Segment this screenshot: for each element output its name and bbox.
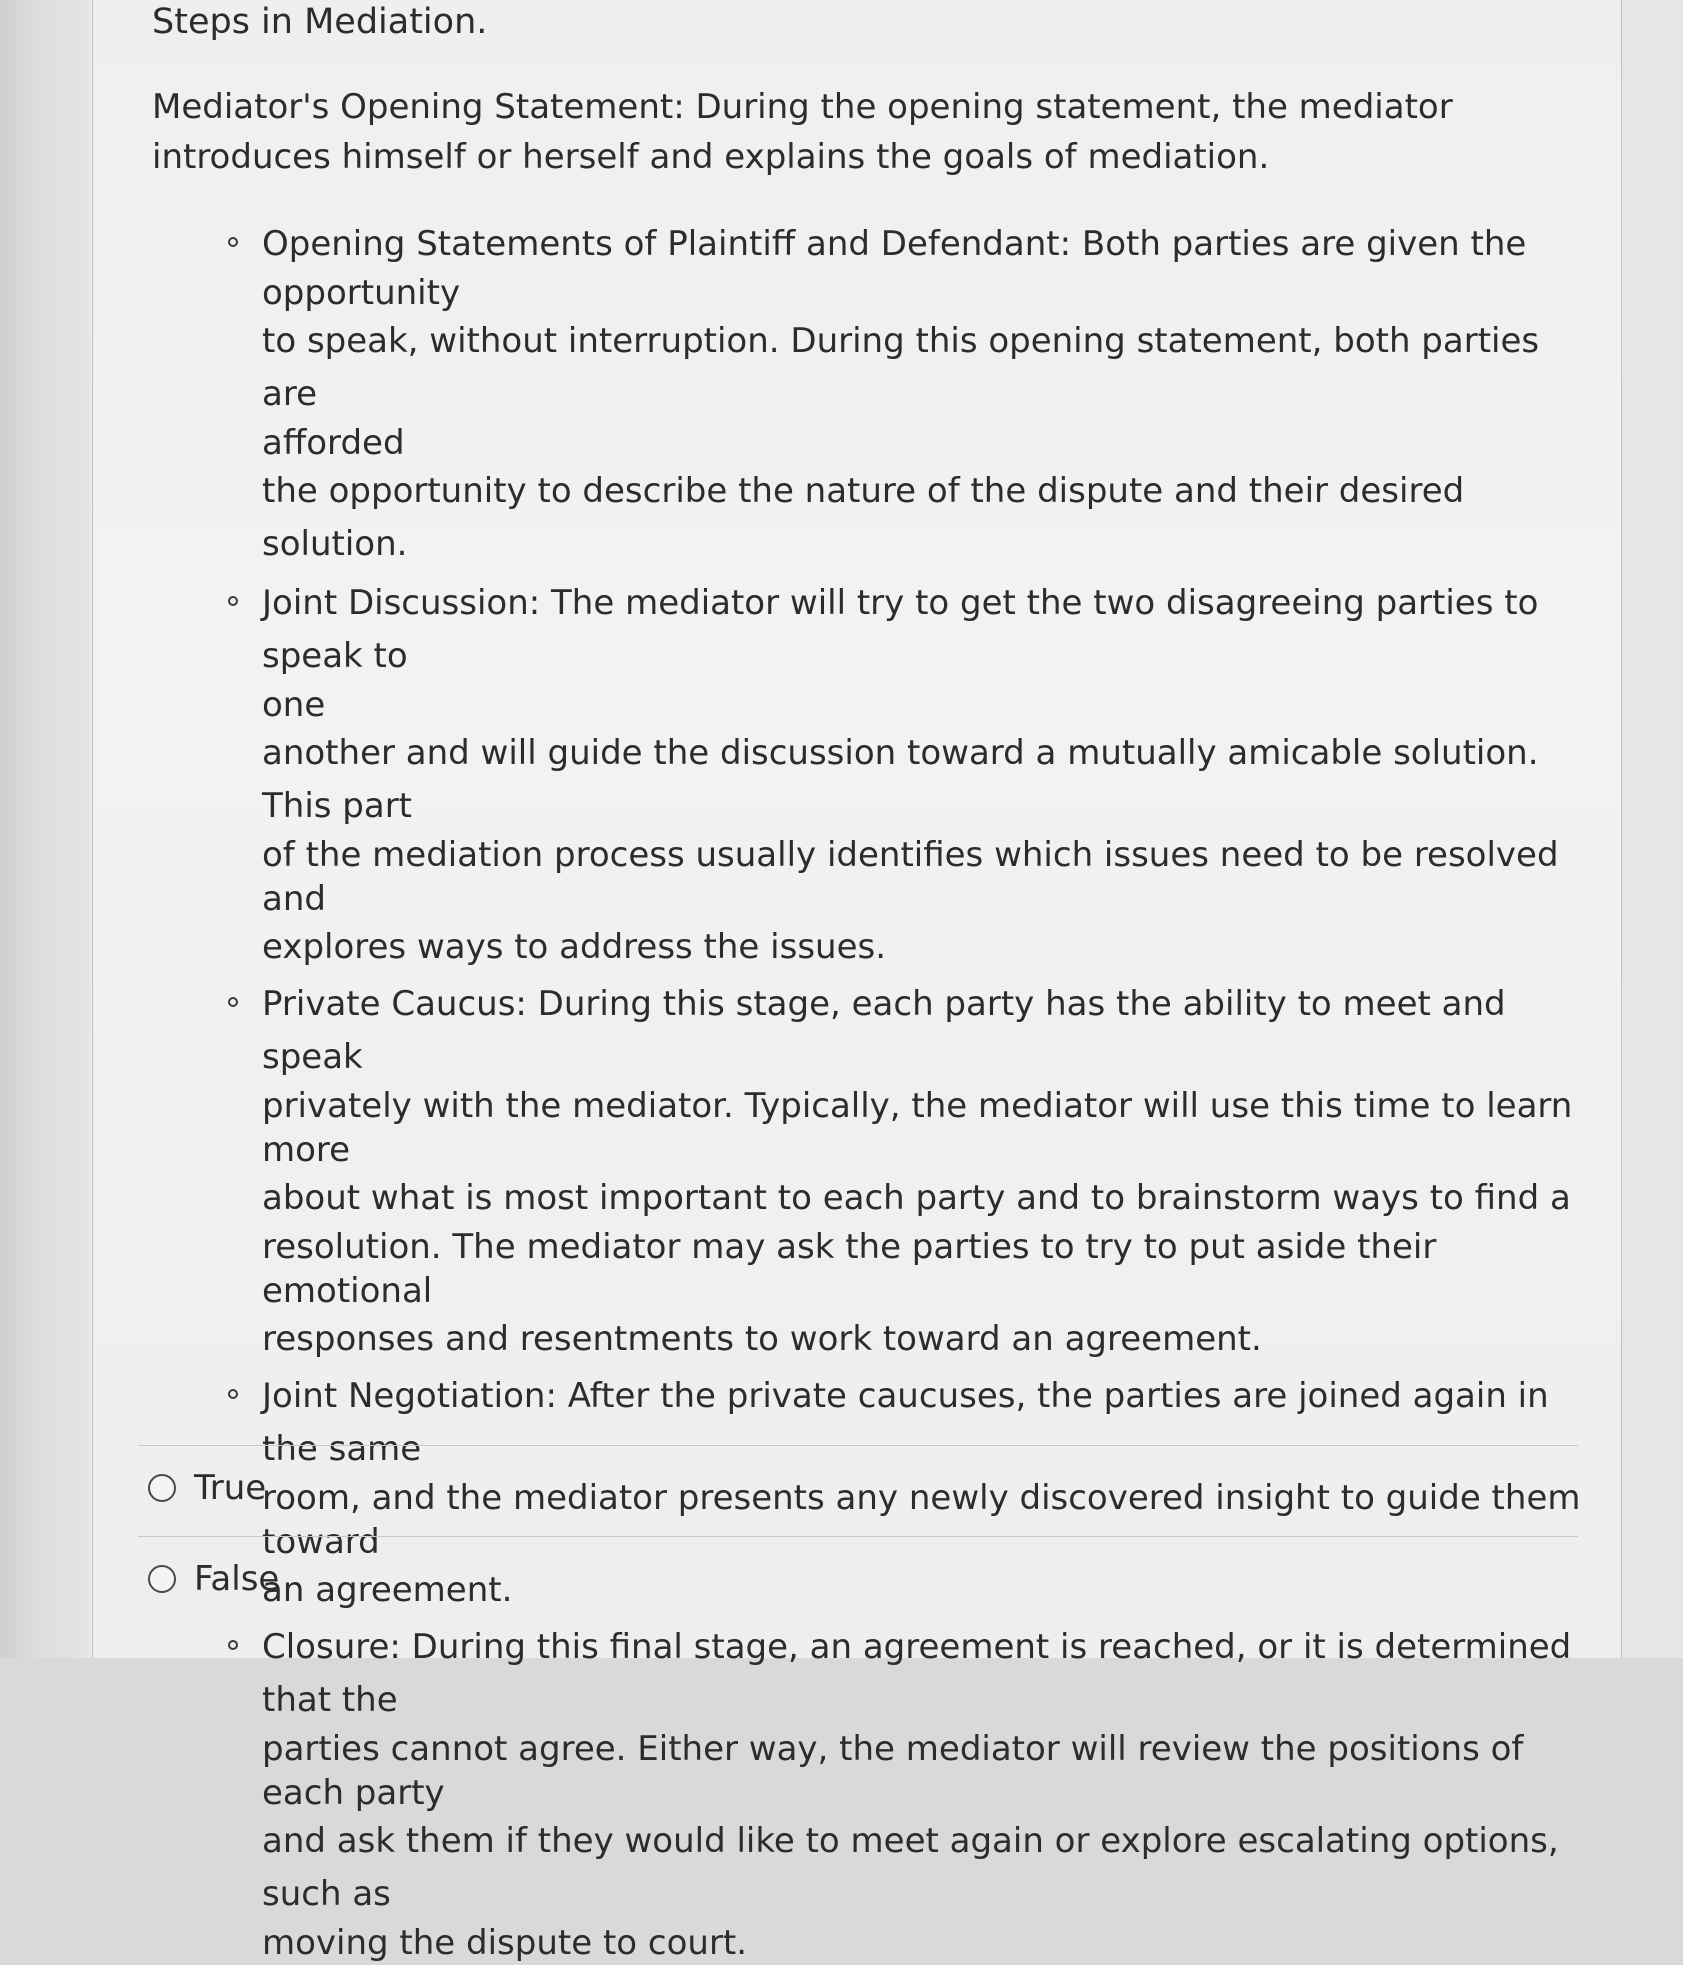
step-opening-statements bbox=[262, 218, 1602, 571]
step-line: one bbox=[262, 685, 326, 725]
answer-option-false[interactable] bbox=[148, 1557, 279, 1601]
mediation-steps-list bbox=[262, 218, 1602, 1965]
step-closure bbox=[262, 1621, 1602, 1965]
hollow-bullet-icon bbox=[228, 1640, 238, 1650]
step-line: Opening Statements of Plaintiff and Defendant: Both parties are given the bbox=[262, 224, 1527, 264]
mediator-opening-statement: Mediator's Opening Statement: During the opening statement, the mediator introduces himself or herself and explains the goals of mediation. bbox=[152, 87, 1453, 177]
answer-divider bbox=[138, 1536, 1578, 1537]
step-line: explores ways to address the issues. bbox=[262, 927, 887, 967]
right-gutter bbox=[1622, 0, 1683, 1658]
answer-option-label[interactable]: False bbox=[194, 1559, 280, 1599]
step-line: resolution. The mediator may ask the parties to try to put aside their emotional bbox=[262, 1227, 1437, 1311]
step-private-caucus bbox=[262, 978, 1602, 1366]
step-line: parties cannot agree. Either way, the mediator will review the positions of each party bbox=[262, 1729, 1524, 1813]
step-line: responses and resentments to work toward an agreement. bbox=[262, 1319, 1262, 1359]
step-line: Joint Discussion: The mediator will try to get the two disagreeing parties to speak to bbox=[262, 583, 1539, 676]
step-line: afforded bbox=[262, 423, 405, 463]
radio-button-icon[interactable] bbox=[148, 1565, 176, 1593]
step-line: Closure: During this final stage, an agreement is reached, or it is determined that the bbox=[262, 1627, 1572, 1720]
step-line: an agreement. bbox=[262, 1570, 513, 1610]
hollow-bullet-icon bbox=[228, 596, 238, 606]
step-line: moving the dispute to court. bbox=[262, 1923, 748, 1963]
step-line: Joint Negotiation: After the private caucuses, the parties are joined again in the same bbox=[262, 1376, 1549, 1469]
answer-option-label[interactable]: True bbox=[194, 1468, 267, 1508]
question-title: Steps in Mediation. bbox=[152, 2, 488, 42]
step-line: the opportunity to describe the nature of the dispute and their desired solution. bbox=[262, 471, 1465, 564]
step-joint-negotiation bbox=[262, 1370, 1602, 1617]
radio-button-icon[interactable] bbox=[148, 1474, 176, 1502]
step-line: another and will guide the discussion toward a mutually amicable solution. This part bbox=[262, 733, 1539, 826]
hollow-bullet-icon bbox=[228, 237, 238, 247]
step-line: Private Caucus: During this stage, each party has the ability to meet and speak bbox=[262, 984, 1506, 1077]
hollow-bullet-icon bbox=[228, 1389, 238, 1399]
hollow-bullet-icon bbox=[228, 997, 238, 1007]
step-line: privately with the mediator. Typically, the mediator will use this time to learn more bbox=[262, 1086, 1573, 1170]
step-line: about what is most important to each party and to brainstorm ways to find a bbox=[262, 1178, 1571, 1218]
step-line: of the mediation process usually identifies which issues need to be resolved and bbox=[262, 835, 1559, 919]
step-line: opportunity bbox=[262, 273, 461, 313]
answer-divider bbox=[138, 1445, 1578, 1446]
step-joint-discussion bbox=[262, 577, 1602, 974]
step-line: room, and the mediator presents any newly discovered insight to guide them toward bbox=[262, 1478, 1581, 1562]
answer-option-true[interactable] bbox=[148, 1466, 266, 1510]
step-line: and ask them if they would like to meet again or explore escalating options, such as bbox=[262, 1821, 1559, 1914]
step-line: to speak, without interruption. During this opening statement, both parties are bbox=[262, 321, 1540, 414]
